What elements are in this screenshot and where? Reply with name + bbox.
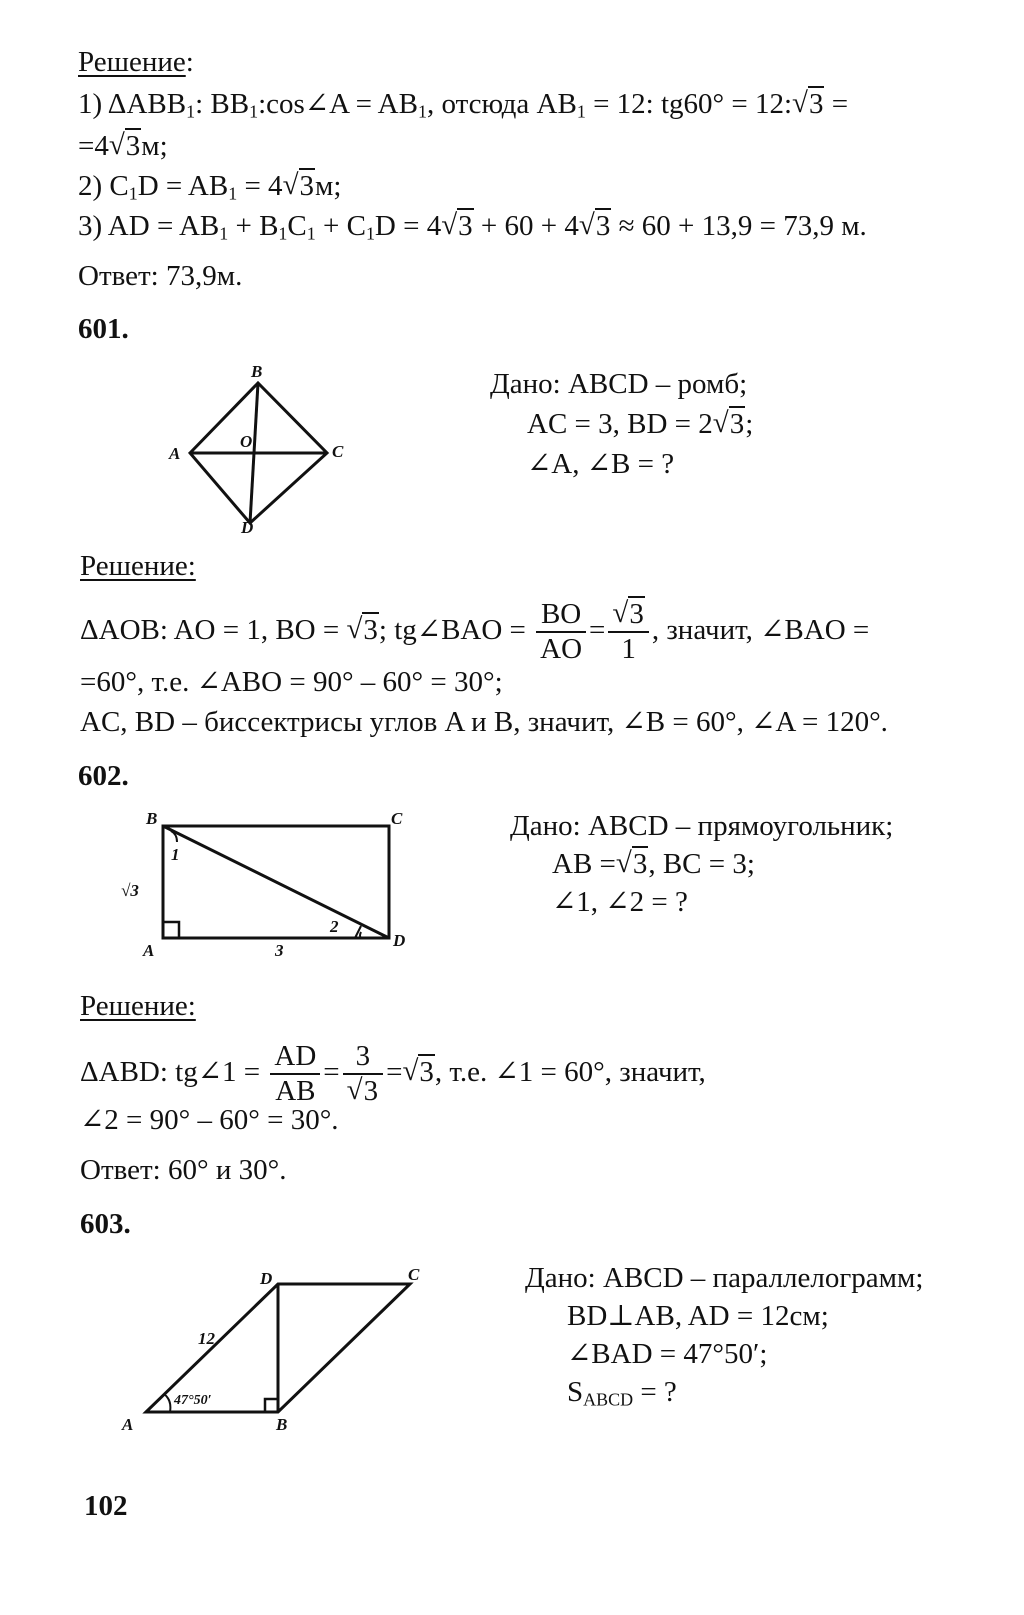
solution-1-line-1: 1) $\Delta ABB_1$: $BB_1:\cos\angle A = AB_1$, отсюда $AB_1 = 12$: tg60° = 12:√ 3 = bbox=[78, 90, 848, 120]
solution-heading-601: Решение: bbox=[80, 550, 196, 582]
fraction-bo-ao: $\frac{BO}{AO}$ bbox=[536, 598, 586, 667]
vertex-label-d: D bbox=[260, 1269, 273, 1288]
sqrt-symbol: √ 3 bbox=[616, 850, 648, 879]
sqrt-symbol: √ 3 bbox=[713, 410, 745, 439]
solution-1-line-3: 2) $C_1D = AB_1 = 4√$ 3м; bbox=[78, 172, 341, 202]
given-602-line-3: ∠1, ∠2 = ? bbox=[552, 886, 688, 918]
angle-label-1: 1 bbox=[171, 845, 180, 864]
given-603-line-4: $S_{ABCD}$ = ? bbox=[567, 1376, 677, 1410]
fraction-3-sqrt3: 3 √ 3 bbox=[343, 1040, 383, 1109]
sqrt-symbol: √ 3 bbox=[579, 212, 611, 241]
problem-number-601: 601. bbox=[78, 313, 129, 345]
answer-1: Ответ: 73,9м. bbox=[78, 260, 243, 292]
fraction-ad-ab: $\frac{AD}{AB}$ bbox=[270, 1040, 320, 1109]
angle-label-a: 47°50′ bbox=[174, 1393, 212, 1408]
given-602-line-1: Дано: ABCD – прямоугольник; bbox=[510, 810, 894, 842]
sqrt-symbol: √ 3 bbox=[109, 132, 141, 161]
solution-602-line-1: ΔABD: tg∠1 = $\frac{AD}{AB}$ = 3 √ 3 =√ 3, т.е. ∠1 = 60°, значит, bbox=[80, 1040, 706, 1109]
given-602-line-2: AB =√ 3, BC = 3; bbox=[552, 850, 755, 879]
solution-601-line-1: ΔAOB: AO = 1, BO = √ 3; tg∠BAO = $\frac{BO}{AO}$ = √ $\frac{3}{1}$ , значит, ∠BAO = bbox=[80, 598, 869, 667]
page-number: 102 bbox=[84, 1490, 128, 1522]
given-603-line-1: Дано: ABCD – параллелограмм; bbox=[525, 1262, 924, 1294]
sqrt-symbol: √ 3 bbox=[792, 90, 824, 119]
fraction-sqrt3-1: √ $\frac{3}{1}$ bbox=[608, 598, 648, 667]
vertex-label-c: C bbox=[391, 809, 403, 828]
solution-602-line-2: ∠2 = 90° – 60° = 30°. bbox=[80, 1104, 339, 1136]
vertex-label-d: D bbox=[393, 931, 406, 950]
right-angle-mark bbox=[163, 922, 179, 938]
diagonal-bd bbox=[163, 826, 389, 938]
solution-601-line-2: =60°, т.е. ∠ABO = 90° – 60° = 30°; bbox=[80, 666, 503, 698]
side-label-ad: 12 bbox=[198, 1329, 215, 1348]
given-601-line-2: AC = 3, BD = 2√ 3; bbox=[527, 410, 753, 439]
solution-1-line-4: 3) AD = $AB_1 + B_1C_1 + C_1D = 4√$ 3 + 60 + 4√ 3 ≈ 60 + 13,9 = 73,9 м. bbox=[78, 212, 867, 242]
vertex-label-b: B bbox=[251, 362, 263, 381]
right-angle-mark bbox=[265, 1399, 278, 1412]
solution-heading-1: Решение: bbox=[78, 46, 194, 78]
sqrt-symbol: √ 3 bbox=[402, 1056, 434, 1089]
sqrt-symbol: √ 3 bbox=[441, 212, 473, 241]
vertex-label-b: B bbox=[276, 1415, 288, 1434]
parallelogram-figure bbox=[120, 1262, 440, 1432]
given-603-line-2: BD⊥AB, AD = 12см; bbox=[567, 1300, 829, 1332]
angle-a-arc bbox=[164, 1394, 170, 1412]
solution-heading-602: Решение: bbox=[80, 990, 196, 1022]
sqrt-symbol: √ 3 bbox=[346, 614, 378, 647]
angle-label-2: 2 bbox=[330, 917, 339, 936]
given-601-line-1: Дано: ABCD – ромб; bbox=[490, 368, 748, 400]
angle-2-arc bbox=[360, 932, 361, 938]
vertex-label-b: B bbox=[146, 809, 158, 828]
vertex-label-o: O bbox=[240, 432, 253, 451]
vertex-label-a: A bbox=[143, 941, 155, 960]
vertex-label-a: A bbox=[169, 444, 181, 463]
vertex-label-c: C bbox=[408, 1265, 420, 1284]
rectangle-figure bbox=[115, 808, 415, 958]
problem-number-603: 603. bbox=[80, 1208, 131, 1240]
solution-heading-text: Решение bbox=[78, 46, 186, 78]
vertex-label-d: D bbox=[241, 518, 254, 537]
solution-601-line-3: AC, BD – биссектрисы углов A и B, значит, ∠B = 60°, ∠A = 120°. bbox=[80, 706, 888, 738]
side-label-ad: 3 bbox=[275, 941, 284, 960]
rhombus-figure bbox=[165, 355, 365, 535]
solution-1-line-2: =4√ 3м; bbox=[78, 132, 168, 161]
vertex-label-c: C bbox=[332, 442, 344, 461]
sqrt-symbol: √ 3 bbox=[283, 172, 315, 201]
given-601-line-3: ∠A, ∠B = ? bbox=[527, 448, 675, 480]
given-603-line-3: ∠BAD = 47°50′; bbox=[567, 1338, 768, 1370]
answer-602: Ответ: 60° и 30°. bbox=[80, 1154, 287, 1186]
side-label-ab: √3 bbox=[121, 881, 139, 900]
problem-number-602: 602. bbox=[78, 760, 129, 792]
vertex-label-a: A bbox=[122, 1415, 134, 1434]
